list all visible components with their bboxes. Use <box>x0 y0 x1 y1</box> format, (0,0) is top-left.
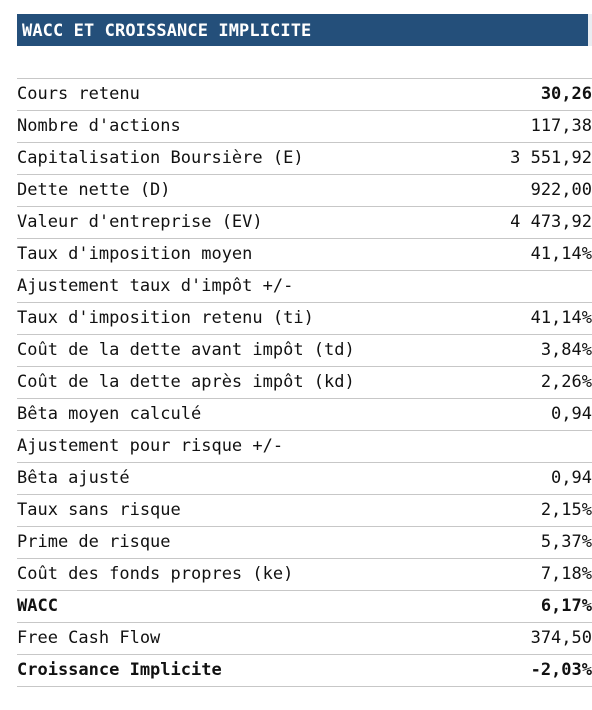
row-value[interactable]: 41,14% <box>447 239 592 271</box>
table-row <box>17 559 592 591</box>
row-label[interactable]: Capitalisation Boursière (E) <box>17 143 447 175</box>
table-row-wacc <box>17 591 592 623</box>
row-label[interactable]: Cours retenu <box>17 79 447 111</box>
row-label[interactable]: Coût de la dette avant impôt (td) <box>17 335 447 367</box>
row-value[interactable]: 0,94 <box>447 399 592 431</box>
row-value[interactable] <box>447 431 592 463</box>
table-row <box>17 79 592 111</box>
row-label[interactable]: Valeur d'entreprise (EV) <box>17 207 447 239</box>
row-value[interactable]: 7,18% <box>447 559 592 591</box>
table-row <box>17 367 592 399</box>
row-value[interactable]: 922,00 <box>447 175 592 207</box>
row-value[interactable]: 374,50 <box>447 623 592 655</box>
section-title: WACC ET CROISSANCE IMPLICITE <box>17 14 588 46</box>
table-row <box>17 303 592 335</box>
row-value[interactable]: 6,17% <box>447 591 592 623</box>
row-value[interactable]: 3,84% <box>447 335 592 367</box>
row-value[interactable]: 0,94 <box>447 463 592 495</box>
row-label[interactable]: Coût des fonds propres (ke) <box>17 559 447 591</box>
row-label[interactable]: Coût de la dette après impôt (kd) <box>17 367 447 399</box>
row-value[interactable]: -2,03% <box>447 655 592 687</box>
row-label[interactable]: Bêta ajusté <box>17 463 447 495</box>
row-label[interactable]: Free Cash Flow <box>17 623 447 655</box>
table-row <box>17 143 592 175</box>
table-row <box>17 431 592 463</box>
row-label[interactable]: Taux sans risque <box>17 495 447 527</box>
table-row <box>17 175 592 207</box>
row-label[interactable]: Taux d'imposition retenu (ti) <box>17 303 447 335</box>
row-label[interactable]: WACC <box>17 591 447 623</box>
title-bar-edge <box>588 14 592 46</box>
row-value[interactable]: 2,15% <box>447 495 592 527</box>
row-label[interactable]: Prime de risque <box>17 527 447 559</box>
row-value[interactable] <box>447 271 592 303</box>
row-value[interactable]: 30,26 <box>447 79 592 111</box>
table-row <box>17 335 592 367</box>
table-row <box>17 207 592 239</box>
table-row-croissance <box>17 655 592 687</box>
table-row <box>17 271 592 303</box>
table-row <box>17 239 592 271</box>
row-value[interactable]: 117,38 <box>447 111 592 143</box>
row-value[interactable]: 3 551,92 <box>447 143 592 175</box>
table-row <box>17 399 592 431</box>
table-row <box>17 111 592 143</box>
row-label[interactable]: Croissance Implicite <box>17 655 447 687</box>
table-row <box>17 463 592 495</box>
row-label[interactable]: Bêta moyen calculé <box>17 399 447 431</box>
table-row <box>17 495 592 527</box>
row-value[interactable]: 41,14% <box>447 303 592 335</box>
row-value[interactable]: 4 473,92 <box>447 207 592 239</box>
row-label[interactable]: Nombre d'actions <box>17 111 447 143</box>
row-value[interactable]: 2,26% <box>447 367 592 399</box>
table-row <box>17 527 592 559</box>
wacc-table <box>17 79 592 687</box>
row-label[interactable]: Ajustement pour risque +/- <box>17 431 447 463</box>
table-row <box>17 623 592 655</box>
row-value[interactable]: 5,37% <box>447 527 592 559</box>
row-label[interactable]: Dette nette (D) <box>17 175 447 207</box>
row-label[interactable]: Ajustement taux d'impôt +/- <box>17 271 447 303</box>
row-label[interactable]: Taux d'imposition moyen <box>17 239 447 271</box>
